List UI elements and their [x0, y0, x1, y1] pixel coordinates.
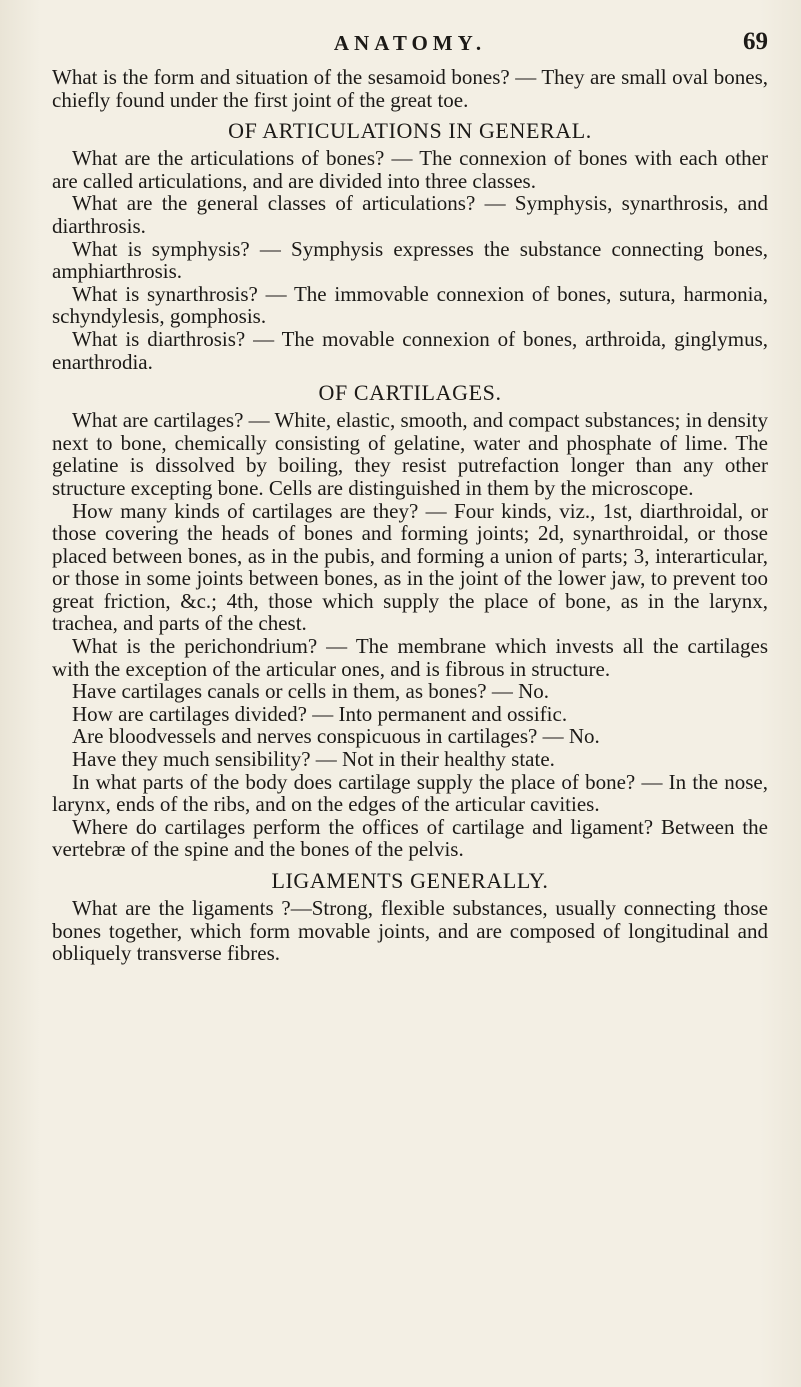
- paragraph: What is the perichondrium? — The membrane which invests all the cartilages with the exception of the articular ones, and is fibrous in structure.: [52, 634, 768, 681]
- page-body: [52, 66, 768, 965]
- paragraph: What are the ligaments ?—Strong, flexible substances, usually connecting those bones together, which form movable joints, and are composed of longitudinal and obliquely transverse fibres.: [52, 896, 768, 966]
- paragraph: What is diarthrosis? — The movable connexion of bones, arthroida, ginglymus, enarthrodia.: [52, 326, 768, 374]
- paragraph: What is symphysis? — Symphysis expresses the substance connecting bones, amphiarthrosis.: [52, 236, 768, 284]
- paragraph: Have cartilages canals or cells in them, as bones? — No.: [72, 679, 550, 704]
- running-title: ANATOMY.: [333, 31, 487, 55]
- running-head: [52, 28, 768, 58]
- paragraph: What are the articulations of bones? — The connexion of bones with each other are called articulations, and are divided into three classes.: [52, 146, 768, 193]
- paragraph: How are cartilages divided? — Into permanent and ossific.: [72, 701, 568, 726]
- page-number: 69: [743, 28, 768, 55]
- paragraph: What is synarthrosis? — The immovable connexion of bones, sutura, harmonia, schyndylesis, gomphosis.: [52, 281, 768, 329]
- heading-ligaments: LIGAMENTS GENERALLY.: [271, 868, 549, 893]
- heading-articulations: OF ARTICULATIONS IN GENERAL.: [228, 118, 592, 144]
- paragraph: What are cartilages? — White, elastic, smooth, and compact substances; in density next to bone, chemically consisting of gelatine, water and phosphate of lime. The gelatine is dissolved by boiling, they resist putrefaction longer than any other structure excepting bone. Cells are distinguished in them by the microscope.: [52, 408, 768, 500]
- paragraph: Have they much sensibility? — Not in their healthy state.: [72, 747, 555, 772]
- paragraph: Are bloodvessels and nerves conspicuous in cartilages? — No.: [72, 724, 600, 749]
- paragraph-sesamoid-bones: What is the form and situation of the sesamoid bones? — They are small oval bones, chiefly found under the first joint of the great toe.: [52, 65, 768, 112]
- heading-cartilages: OF CARTILAGES.: [318, 380, 502, 406]
- paragraph: In what parts of the body does cartilage supply the place of bone? — In the nose, larynx, ends of the ribs, and on the edges of the articular cavities.: [52, 769, 768, 817]
- paragraph: Where do cartilages perform the offices of cartilage and ligament? Between the vertebræ of the spine and the bones of the pelvis.: [52, 814, 768, 862]
- paragraph: How many kinds of cartilages are they? — Four kinds, viz., 1st, diarthroidal, or those covering the heads of bones and forming joints; 2d, synarthroidal, or those placed between bones, as in the pubis, and forming a union of parts; 3, interarticular, or those in some joints between bones, as in the joint of the lower jaw, to prevent too great friction, &c.; 4th, those which supply the place of bone, as in the larynx, trachea, and parts of the chest.: [52, 498, 768, 636]
- paragraph: What are the general classes of articulations? — Symphysis, synarthrosis, and diarthrosis.: [52, 191, 768, 238]
